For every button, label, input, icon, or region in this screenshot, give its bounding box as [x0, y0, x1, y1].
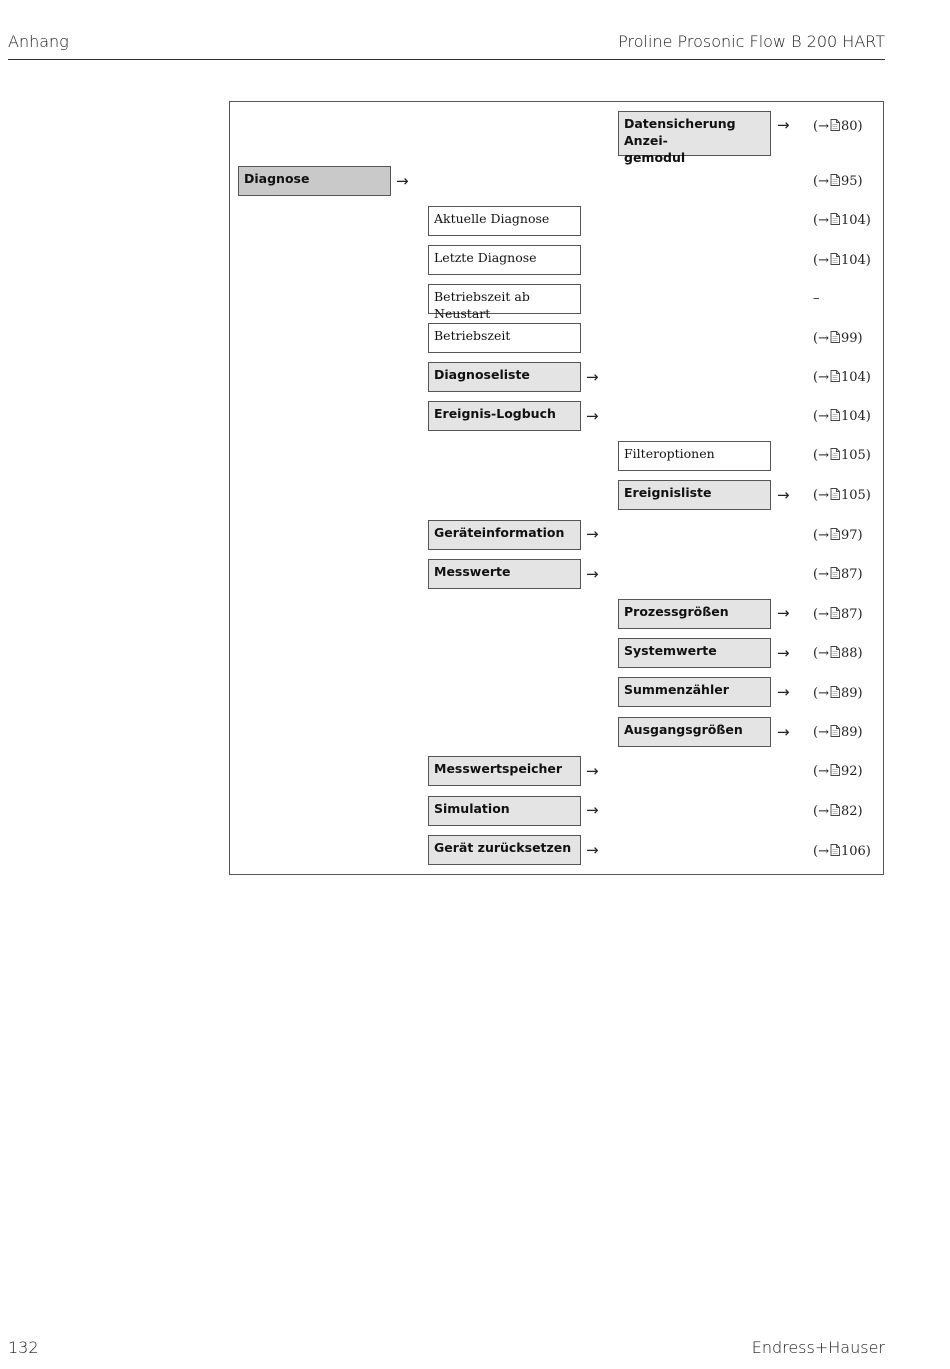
node-messwertspeicher: Messwertspeicher: [428, 756, 581, 786]
node-ereignis-logbuch: Ereignis-Logbuch: [428, 401, 581, 431]
arrow-icon: →: [777, 683, 790, 701]
page-reference-icon: [830, 646, 840, 658]
page-reference: (→ 92): [813, 764, 863, 779]
page-reference: (→ 104): [813, 370, 871, 385]
arrow-icon: →: [586, 841, 599, 859]
page-reference-icon: [830, 370, 840, 382]
page-reference-icon: [830, 409, 840, 421]
node-systemwerte: Systemwerte: [618, 638, 771, 668]
page-reference-icon: [830, 725, 840, 737]
page-reference: (→ 104): [813, 213, 871, 228]
page-reference-icon: [830, 607, 840, 619]
node-label-line2: gemodul: [624, 150, 686, 165]
page-number: 132: [8, 1338, 39, 1357]
page-reference: (→ 82): [813, 804, 863, 819]
arrow-icon: →: [777, 604, 790, 622]
arrow-icon: →: [586, 801, 599, 819]
page-reference: (→ 106): [813, 844, 871, 859]
node-filteroptionen: Filteroptionen: [618, 441, 771, 471]
node-letzte-diagnose: Letzte Diagnose: [428, 245, 581, 275]
page-reference-icon: [830, 488, 840, 500]
node-simulation: Simulation: [428, 796, 581, 826]
page-reference-icon: [830, 119, 840, 131]
page-reference-icon: [830, 253, 840, 265]
node-summenzaehler: Summenzähler: [618, 677, 771, 707]
page-reference: (→ 88): [813, 646, 863, 661]
arrow-icon: →: [586, 407, 599, 425]
page-reference: (→ 95): [813, 174, 863, 189]
node-geraet-zuruecksetzen: Gerät zurücksetzen: [428, 835, 581, 865]
footer-company: Endress+Hauser: [751, 1338, 885, 1357]
page-reference: (→ 87): [813, 607, 863, 622]
page-reference-icon: [830, 331, 840, 343]
page-reference: (→ 87): [813, 567, 863, 582]
page-reference: (→ 89): [813, 686, 863, 701]
node-label-line1: Datensicherung Anzei-: [624, 116, 736, 148]
node-geraeteinformation: Geräteinformation: [428, 520, 581, 550]
page-reference: (→ 80): [813, 119, 863, 134]
page-reference-none: –: [813, 291, 820, 306]
header-rule: [8, 59, 885, 60]
page-reference: (→ 104): [813, 253, 871, 268]
page-reference-icon: [830, 567, 840, 579]
running-header-section: Anhang: [8, 32, 69, 51]
page-reference-icon: [830, 213, 840, 225]
page-reference-icon: [830, 764, 840, 776]
page-reference: (→ 104): [813, 409, 871, 424]
arrow-icon: →: [586, 525, 599, 543]
node-aktuelle-diagnose: Aktuelle Diagnose: [428, 206, 581, 236]
node-messwerte: Messwerte: [428, 559, 581, 589]
page-reference: (→ 89): [813, 725, 863, 740]
arrow-icon: →: [777, 723, 790, 741]
node-betriebszeit-ab-neustart: Betriebszeit ab Neustart: [428, 284, 581, 314]
arrow-icon: →: [586, 762, 599, 780]
page-reference-icon: [830, 804, 840, 816]
page-reference: (→ 105): [813, 448, 871, 463]
page-reference-icon: [830, 174, 840, 186]
node-diagnose: Diagnose: [238, 166, 391, 196]
node-betriebszeit: Betriebszeit: [428, 323, 581, 353]
node-diagnoseliste: Diagnoseliste: [428, 362, 581, 392]
arrow-icon: →: [777, 116, 790, 134]
page-reference: (→ 99): [813, 331, 863, 346]
arrow-icon: →: [777, 644, 790, 662]
running-header-product: Proline Prosonic Flow B 200 HART: [618, 32, 885, 51]
node-datensicherung-anzeigemodul: [618, 111, 771, 165]
page-reference-icon: [830, 528, 840, 540]
node-ausgangsgroessen: Ausgangsgrößen: [618, 717, 771, 747]
arrow-icon: →: [396, 172, 409, 190]
page-reference-icon: [830, 448, 840, 460]
page-reference: (→ 105): [813, 488, 871, 503]
page-reference-icon: [830, 844, 840, 856]
page-reference-icon: [830, 686, 840, 698]
arrow-icon: →: [586, 565, 599, 583]
node-ereignisliste: Ereignisliste: [618, 480, 771, 510]
arrow-icon: →: [586, 368, 599, 386]
arrow-icon: →: [777, 486, 790, 504]
page-reference: (→ 97): [813, 528, 863, 543]
node-prozessgroessen: Prozessgrößen: [618, 599, 771, 629]
